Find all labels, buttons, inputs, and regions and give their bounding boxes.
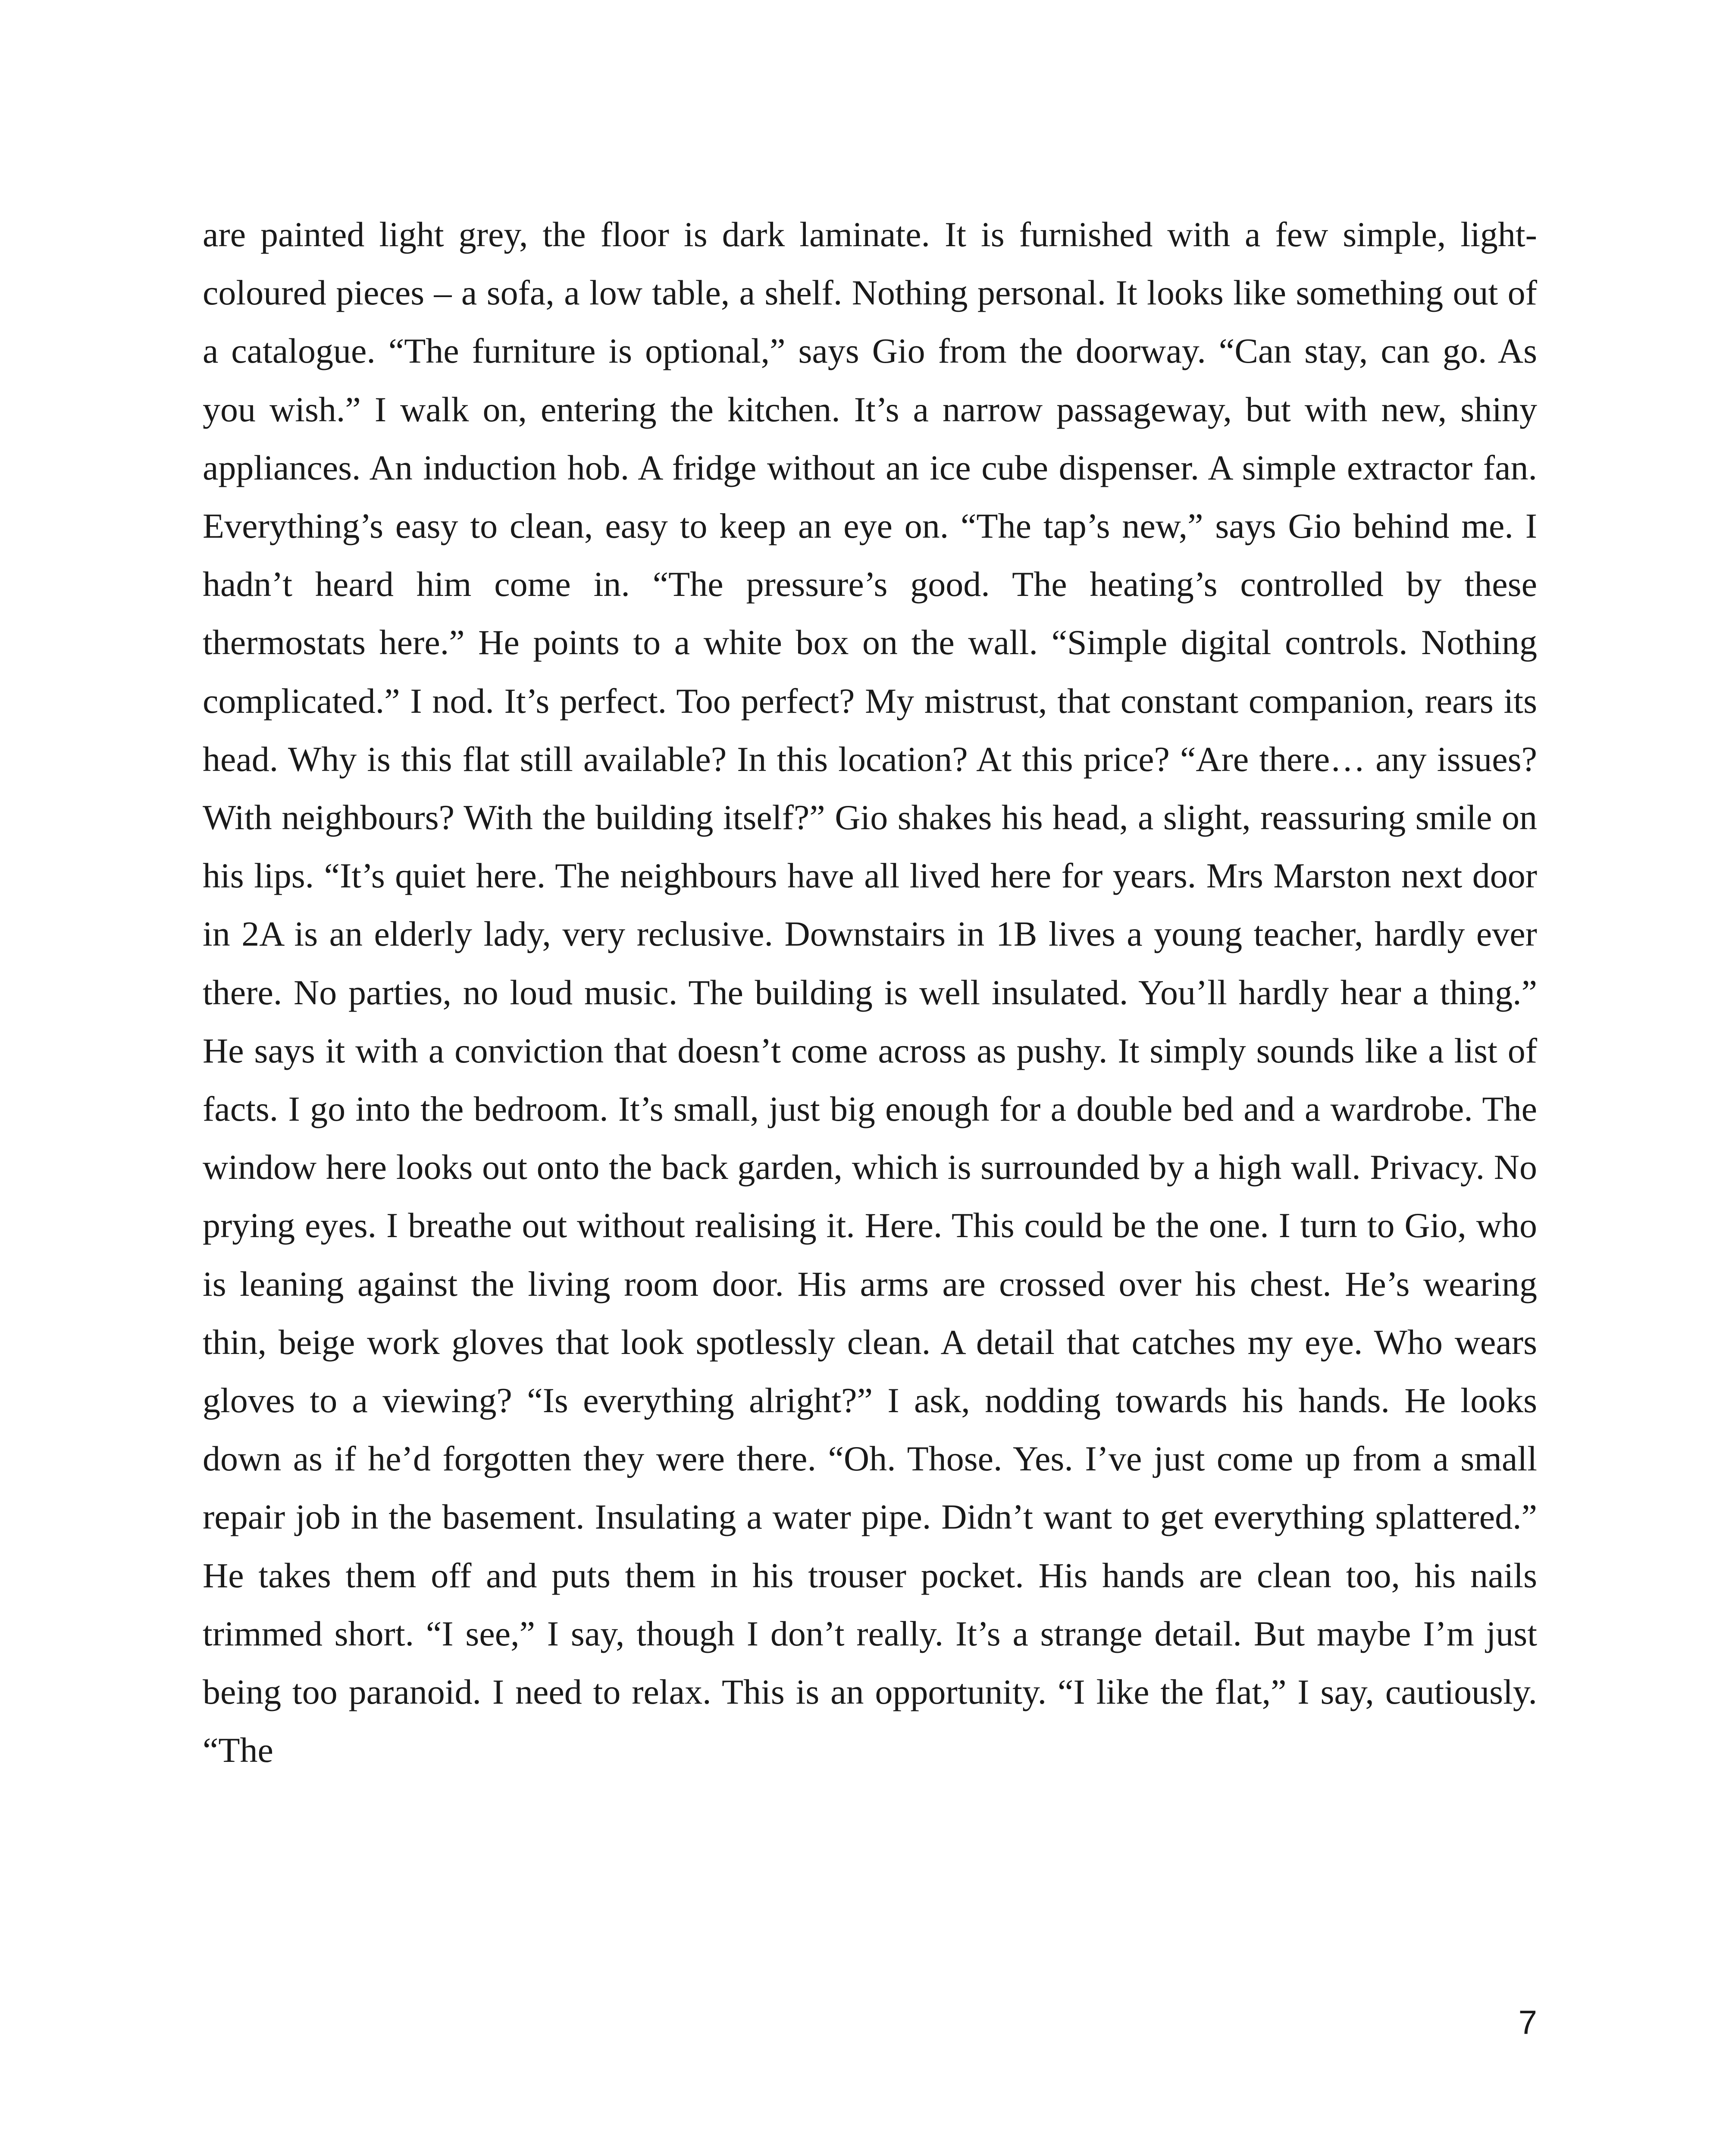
body-paragraph: are painted light grey, the floor is dark laminate. It is furnished with a few simple, light-coloured pieces – a sofa, a low table, a shelf. Nothing personal. It looks like something out of a catalogue. “The furniture is optional,” says Gio from the doorway. “Can stay, can go. As you wish.” I walk on, entering the kitchen. It’s a narrow passageway, but with new, shiny appliances. An induction hob. A fridge without an ice cube dispenser. A simple extractor fan. Everything’s easy to clean, easy to keep an eye on. “The tap’s new,” says Gio behind me. I hadn’t heard him come in. “The pressure’s good. The heating’s controlled by these thermostats here.” He points to a white box on the wall. “Simple digital controls. Nothing complicated.” I nod. It’s perfect. Too perfect? My mistrust, that constant companion, rears its head. Why is this flat still available? In this location? At this price? “Are there… any issues? With neighbours? With the building itself?” Gio shakes his head, a slight, reassuring smile on his lips. “It’s quiet here. The neighbours have all lived here for years. Mrs Marston next door in 2A is an elderly lady, very reclusive. Downstairs in 1B lives a young teacher, hardly ever there. No parties, no loud music. The building is well insulated. You’ll hardly hear a thing.” He says it with a conviction that doesn’t come across as pushy. It simply sounds like a list of facts. I go into the bedroom. It’s small, just big enough for a double bed and a wardrobe. The window here looks out onto the back garden, which is surrounded by a high wall. Privacy. No prying eyes. I breathe out without realising it. Here. This could be the one. I turn to Gio, who is leaning against the living room door. His arms are crossed over his chest. He’s wearing thin, beige work gloves that look spotlessly clean. A detail that catches my eye. Who wears gloves to a viewing? “Is everything alright?” I ask, nodding towards his hands. He looks down as if he’d forgotten they were there. “Oh. Those. Yes. I’ve just come up from a small repair job in the basement. Insulating a water pipe. Didn’t want to get everything splattered.” He takes them off and puts them in his trouser pocket. His hands are clean too, his nails trimmed short. “I see,” I say, though I don’t really. It’s a strange detail. But maybe I’m just being too paranoid. I need to relax. This is an opportunity. “I like the flat,” I say, cautiously. “The bbox=[203, 215, 1537, 1770]
page-number: 7 bbox=[1518, 2003, 1537, 2041]
